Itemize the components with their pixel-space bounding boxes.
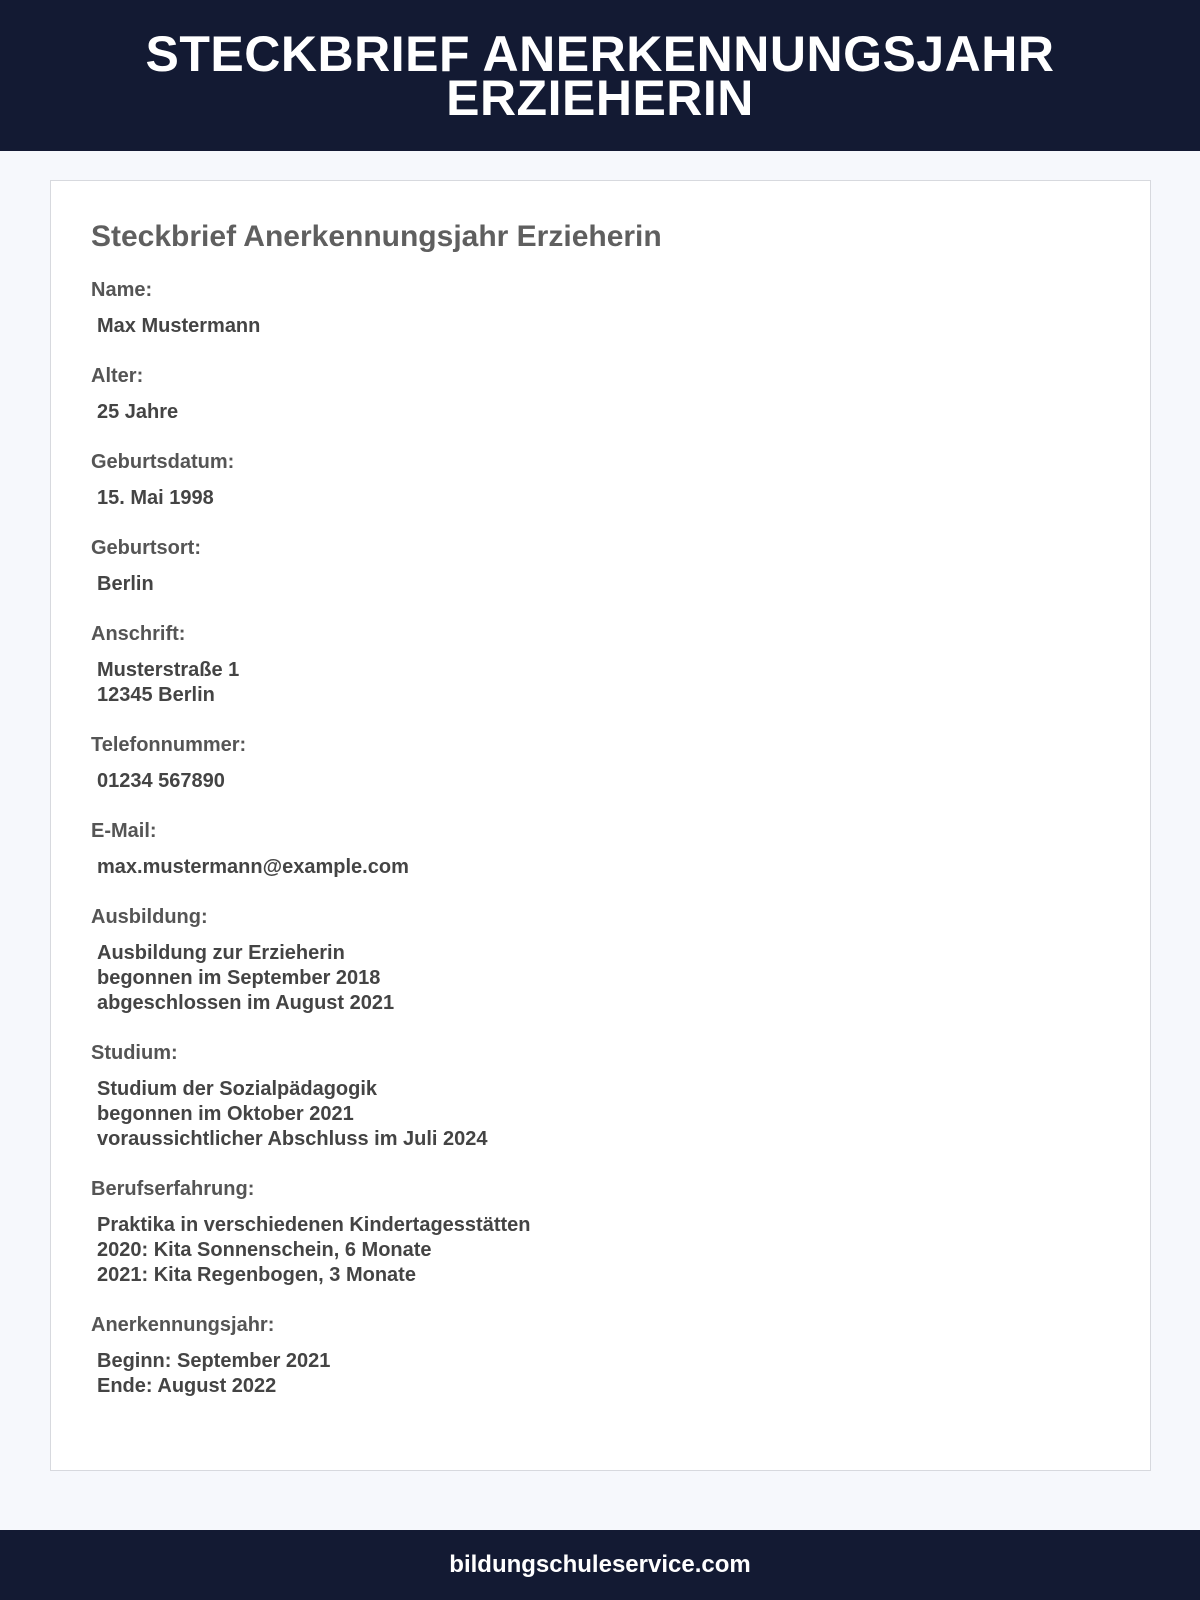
field-label-studium: Studium: — [91, 1042, 178, 1064]
field-value-name — [97, 314, 260, 339]
field-label-anschrift: Anschrift: — [91, 623, 186, 645]
field-value-line: begonnen im September 2018 — [97, 967, 381, 989]
field-label-geburtsort: Geburtsort: — [91, 537, 201, 559]
field-value-line: 01234 567890 — [97, 770, 225, 792]
field-value-line: Praktika in verschiedenen Kindertagesstätten — [97, 1214, 531, 1236]
page-title — [120, 25, 1080, 126]
field-value-line: 12345 Berlin — [97, 684, 215, 706]
field-value-geburtsdatum — [97, 486, 214, 511]
field-label-alter: Alter: — [91, 365, 144, 387]
field-value-ausbildung — [97, 941, 394, 1016]
field-value-email — [97, 855, 409, 880]
field-label-anerkennungsjahr: Anerkennungsjahr: — [91, 1314, 275, 1336]
field-value-line: 25 Jahre — [97, 401, 179, 423]
page-footer — [0, 1530, 1200, 1600]
field-label-telefonnummer: Telefonnummer: — [91, 734, 247, 756]
field-label-geburtsdatum: Geburtsdatum: — [91, 451, 235, 473]
field-label-email: E-Mail: — [91, 820, 157, 842]
field-value-anerkennungsjahr — [97, 1349, 330, 1399]
field-value-geburtsort — [97, 572, 154, 597]
field-value-line: 2021: Kita Regenbogen, 3 Monate — [97, 1264, 416, 1286]
field-value-line: Musterstraße 1 — [97, 659, 240, 681]
field-value-line: Beginn: September 2021 — [97, 1350, 331, 1372]
field-value-line: Studium der Sozialpädagogik — [97, 1078, 378, 1100]
field-value-line: voraussichtlicher Abschluss im Juli 2024 — [97, 1128, 488, 1150]
field-value-line: Ende: August 2022 — [97, 1375, 277, 1397]
field-value-studium — [97, 1077, 488, 1152]
page-title-line-2: ERZIEHERIN — [446, 69, 754, 126]
field-value-anschrift — [97, 658, 239, 708]
field-value-line: Ausbildung zur Erzieherin — [97, 942, 345, 964]
field-value-telefonnummer — [97, 769, 225, 794]
card-title: Steckbrief Anerkennungsjahr Erzieherin — [91, 220, 662, 253]
field-value-berufserfahrung — [97, 1213, 531, 1288]
field-label-ausbildung: Ausbildung: — [91, 906, 208, 928]
field-value-line: max.mustermann@example.com — [97, 856, 409, 878]
field-value-line: Max Mustermann — [97, 315, 261, 337]
field-value-line: 15. Mai 1998 — [97, 487, 214, 509]
field-label-name: Name: — [91, 279, 153, 301]
field-label-berufserfahrung: Berufserfahrung: — [91, 1178, 255, 1200]
page-header — [0, 0, 1200, 151]
profile-card — [50, 180, 1151, 1471]
field-value-line: Berlin — [97, 573, 154, 595]
footer-site-name: bildungschuleservice.com — [449, 1551, 751, 1578]
field-value-alter — [97, 400, 178, 425]
field-value-line: abgeschlossen im August 2021 — [97, 992, 395, 1014]
field-value-line: begonnen im Oktober 2021 — [97, 1103, 354, 1125]
field-value-line: 2020: Kita Sonnenschein, 6 Monate — [97, 1239, 432, 1261]
page-title-line-1: STECKBRIEF ANERKENNUNGSJAHR — [145, 25, 1055, 82]
